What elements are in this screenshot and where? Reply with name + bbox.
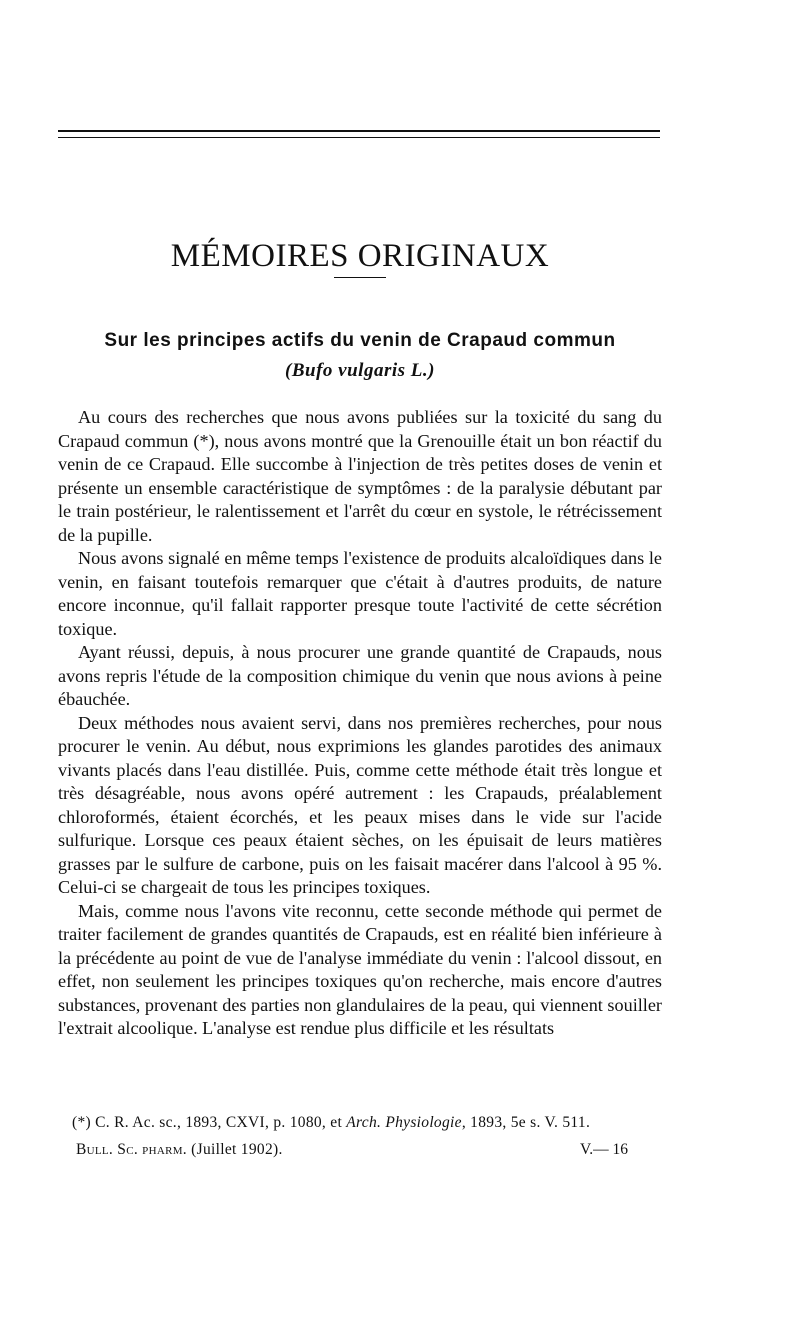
footnote <box>72 1114 672 1132</box>
section-heading: MÉMOIRES ORIGINAUX <box>170 238 550 275</box>
title-divider <box>334 277 386 278</box>
paragraph: Mais, comme nous l'avons vite reconnu, cette seconde méthode qui permet de traiter facilement de grandes quantités de Crapauds, est en réalité bien inférieure à la précédente au point de vue de l'analyse immédiate du venin : l'alcool dissout, en effet, non seulement les principes toxiques qu'on recherche, mais encore d'autres substances, provenant des parties non glandulaires de la peau, qui viennent souiller l'extrait alcoolique. L'analyse est rendue plus difficile et les résultats <box>58 900 662 1038</box>
footnote-text: (*) C. R. Ac. sc., 1893, CXVI, p. 1080, et <box>72 1114 347 1131</box>
top-double-rule <box>58 130 660 138</box>
paragraph: Au cours des recherches que nous avons publiées sur la toxicité du sang du Crapaud commun (*), nous avons montré que la Grenouille était un bon réactif du venin de ce Crapaud. Elle succombe à l'injection de très petites doses de venin et présente un ensemble caractéristique de symptômes : de la paralysie débutant par le train postérieur, le ralentissement et l'arrêt du cœur en systole, le rétrécissement de la pupille. <box>58 407 662 545</box>
article-subtitle: (Bufo vulgaris L.) <box>285 360 435 381</box>
article-title: Sur les principes actifs du venin de Crapaud commun <box>104 330 616 351</box>
page-footer <box>76 1141 628 1163</box>
footer-journal: Bull. Sc. pharm. <box>76 1141 187 1158</box>
footnote-journal: Arch. Physiologie <box>346 1114 462 1131</box>
paragraph: Deux méthodes nous avaient servi, dans nos premières recherches, pour nous procurer le venin. Au début, nous exprimions les glandes parotides des animaux vivants placés dans l'eau distillée. Puis, comme cette méthode était très longue et très désagréable, nous avons opéré autrement : les Crapauds, préalablement chloroformés, étaient écorchés, et les peaux mises dans le vide sur l'acide sulfurique. Lorsque ces peaux étaient sèches, on les épuisait de leurs matières grasses par le sulfure de carbone, puis on les faisait macérer dans l'alcool à 95 %. Celui-ci se chargeait de tous les principes toxiques. <box>58 712 662 897</box>
footer-page-number: V.— 16 <box>580 1141 628 1158</box>
footnote-rest: , 1893, 5e s. V. 511. <box>461 1114 591 1131</box>
footer-date: (Juillet 1902). <box>191 1141 283 1158</box>
paragraph: Ayant réussi, depuis, à nous procurer une grande quantité de Crapauds, nous avons repris l'étude de la composition chimique du venin que nous avions à peine ébauchée. <box>58 642 662 709</box>
paragraph: Nous avons signalé en même temps l'existence de produits alcaloïdiques dans le venin, en faisant toutefois remarquer que c'était à d'autres produits, de nature encore inconnue, qu'il fallait rapporter presque toute l'activité de cette sécrétion toxique. <box>58 548 662 639</box>
article-body <box>58 406 662 1041</box>
footer-citation <box>76 1141 283 1159</box>
